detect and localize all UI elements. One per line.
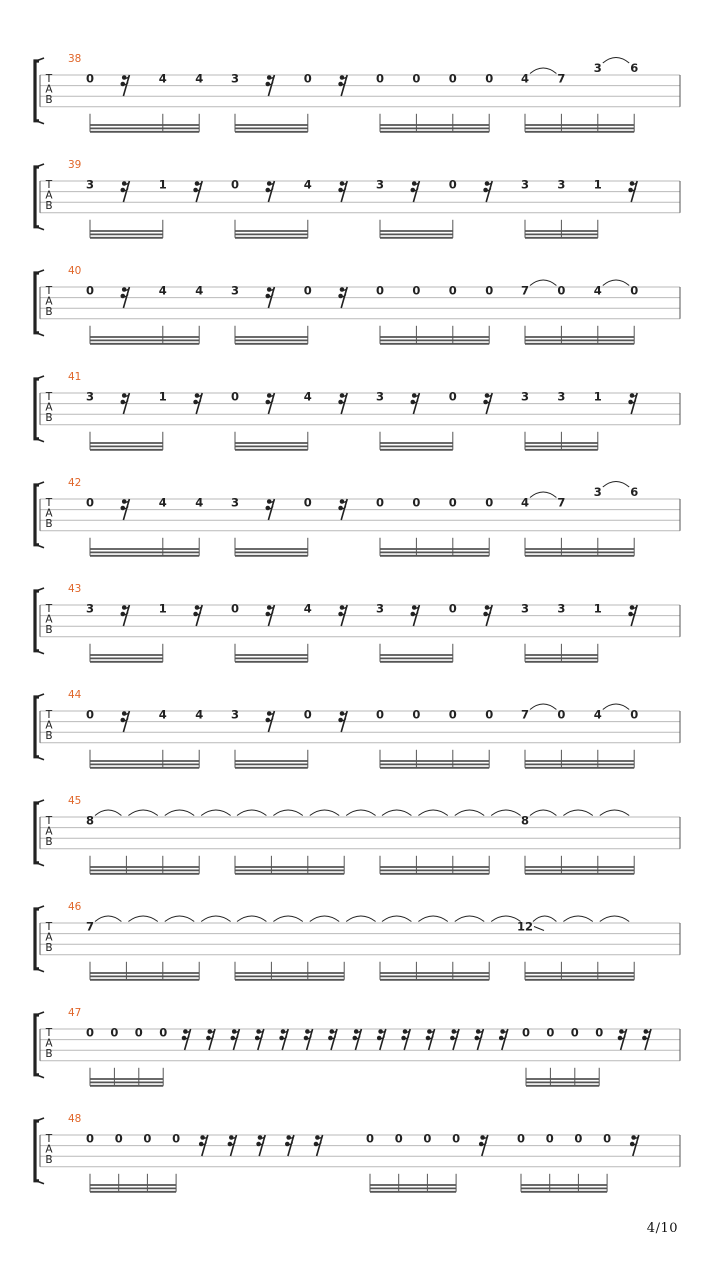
fret-number: 0 [516,1131,526,1146]
fret-number: 0 [85,1025,95,1040]
fret-number: 3 [520,389,530,404]
fret-number: 3 [230,71,240,86]
fret-number: 4 [158,71,167,86]
rest-flag-dot [412,181,417,186]
tie-arc [530,810,556,816]
measure-number: 40 [68,265,82,277]
fret-number: 0 [143,1131,152,1146]
rest-flag-dot [122,181,127,186]
measure-number: 42 [68,477,82,489]
fret-number: 3 [375,177,385,192]
fret-number: 4 [158,495,167,510]
tab-clef-letter: A [45,401,53,414]
system-bracket [35,1015,39,1075]
tab-clef-letter: B [45,942,53,955]
fret-number: 0 [365,1131,375,1146]
tie-arc [165,916,194,922]
fret-number: 0 [595,1025,604,1040]
system-bracket [35,379,39,439]
tie-arc [491,810,520,816]
fret-number: 0 [423,1131,432,1146]
rest-flag-dot [340,499,345,504]
tab-clef-letter: T [45,1133,53,1145]
tab-clef-letter: B [45,624,53,637]
tab-clef-letter: A [45,719,53,732]
rest-flag-dot [340,605,345,610]
rest-flag-dot [340,393,345,398]
rest-flag-dot [122,499,127,504]
fret-number: 0 [375,707,385,722]
system-bracket [35,591,39,651]
fret-number: 0 [545,1131,554,1146]
system-bracket [35,803,39,863]
rest-flag-dot [267,711,272,716]
fret-number: 0 [630,707,639,722]
fret-number: 3 [230,707,240,722]
fret-number: 7 [85,919,95,934]
fret-number: 0 [557,707,566,722]
fret-number: 0 [110,1025,119,1040]
tie-arc [600,810,629,816]
tab-clef-letter: B [45,306,53,319]
fret-number: 0 [574,1131,583,1146]
rest-flag-dot [122,75,127,80]
tie-arc [346,916,375,922]
fret-number: 0 [557,283,566,298]
tab-system-38 [35,53,680,132]
fret-number: 3 [520,601,530,616]
fret-number: 6 [630,61,639,75]
rest-flag-dot [412,605,417,610]
tie-arc [128,916,157,922]
tie-arc [530,492,556,498]
fret-number: 0 [485,707,494,722]
rest-flag-dot [122,711,127,716]
tie-arc [530,68,556,74]
fret-number: 4 [158,283,167,298]
tie-arc [418,916,447,922]
fret-number: 3 [557,601,566,616]
tab-clef-letter: T [45,603,53,615]
tab-system-40 [35,265,680,344]
rest-flag-dot [256,1029,261,1034]
tab-clef-letter: T [45,73,53,85]
fret-number: 12 [516,919,534,934]
rest-flag-dot [630,605,635,610]
tie-arc [237,916,266,922]
system-bracket [35,61,39,121]
fret-number: 3 [593,61,602,75]
tab-clef-letter: B [45,518,53,531]
tab-system-44 [35,689,680,768]
fret-number: 1 [593,177,602,192]
fret-number: 7 [520,707,530,722]
rest-flag-dot [195,605,200,610]
tie-arc [95,916,121,922]
rest-flag-dot [286,1135,291,1140]
fret-number: 0 [485,495,494,510]
slide-line [534,927,544,931]
fret-number: 0 [412,283,421,298]
rest-flag-dot [267,181,272,186]
rest-flag-dot [340,711,345,716]
tie-arc [346,810,375,816]
tie-arc [455,810,484,816]
fret-number: 0 [172,1131,181,1146]
fret-number: 3 [85,601,95,616]
fret-number: 0 [630,283,639,298]
tab-clef-letter: A [45,83,53,96]
tab-system-46 [35,901,680,980]
rest-flag-dot [427,1029,432,1034]
fret-number: 0 [230,601,240,616]
rest-flag-dot [305,1029,310,1034]
tab-clef-letter: T [45,1027,53,1039]
fret-number: 0 [546,1025,555,1040]
fret-number: 0 [375,495,385,510]
fret-number: 0 [303,283,312,298]
rest-flag-dot [619,1029,624,1034]
rest-flag-dot [267,75,272,80]
fret-number: 0 [448,177,457,192]
fret-number: 4 [195,495,204,510]
fret-number: 6 [630,485,639,499]
fret-number: 4 [195,707,204,722]
tab-system-45 [35,795,680,874]
tie-arc [95,810,121,816]
tab-system-43 [35,583,680,662]
tab-clef-letter: A [45,507,53,520]
tab-clef-letter: B [45,200,53,213]
fret-number: 0 [521,1025,531,1040]
rest-flag-dot [183,1029,188,1034]
fret-number: 4 [593,707,602,722]
rest-flag-dot [340,287,345,292]
fret-number: 0 [303,495,312,510]
tab-clef-letter: T [45,179,53,191]
fret-number: 4 [195,71,204,86]
fret-number: 1 [593,389,602,404]
tie-arc [201,810,230,816]
tab-clef-letter: A [45,295,53,308]
tab-clef-letter: A [45,931,53,944]
tab-clef-letter: A [45,825,53,838]
tab-clef-letter: B [45,836,53,849]
measure-number: 48 [68,1113,82,1125]
tie-arc [563,810,592,816]
tab-clef-letter: A [45,189,53,202]
fret-number: 0 [303,71,312,86]
fret-number: 3 [593,485,602,499]
fret-number: 4 [158,707,167,722]
tab-system-42 [35,477,680,556]
tie-arc [310,916,339,922]
system-bracket [35,167,39,227]
rest-flag-dot [122,605,127,610]
tie-arc [563,916,592,922]
fret-number: 0 [448,707,457,722]
fret-number: 0 [85,495,95,510]
system-bracket [35,697,39,757]
rest-flag-dot [229,1135,234,1140]
tie-arc [382,810,411,816]
rest-flag-dot [200,1135,205,1140]
rest-flag-dot [476,1029,481,1034]
fret-number: 1 [158,177,167,192]
fret-number: 3 [85,177,95,192]
measure-number: 38 [68,53,82,65]
tie-arc [530,280,556,286]
tie-arc [600,916,629,922]
fret-number: 4 [303,389,312,404]
tie-arc [533,916,556,922]
fret-number: 7 [557,71,566,86]
page-number: 4/10 [646,1221,678,1236]
tab-clef-letter: T [45,497,53,509]
fret-number: 0 [412,71,421,86]
fret-number: 3 [230,283,240,298]
rest-flag-dot [122,393,127,398]
rest-flag-dot [267,287,272,292]
system-bracket [35,485,39,545]
fret-number: 0 [603,1131,612,1146]
rest-flag-dot [267,499,272,504]
rest-flag-dot [403,1029,408,1034]
rest-flag-dot [354,1029,359,1034]
tab-clef-letter: B [45,1048,53,1061]
tab-system-47 [35,1007,680,1086]
system-bracket [35,909,39,969]
fret-number: 0 [412,495,421,510]
tie-arc [201,916,230,922]
tab-system-48 [35,1113,680,1192]
rest-flag-dot [452,1029,457,1034]
fret-number: 0 [134,1025,143,1040]
tie-arc [603,704,629,710]
rest-flag-dot [485,393,490,398]
fret-number: 0 [85,283,95,298]
tab-clef-letter: A [45,1037,53,1050]
fret-number: 1 [158,389,167,404]
tab-clef-letter: T [45,815,53,827]
tie-arc [165,810,194,816]
tie-arc [603,280,629,286]
tie-arc [273,916,302,922]
tie-arc [310,810,339,816]
tab-clef-letter: T [45,921,53,933]
fret-number: 0 [85,1131,95,1146]
tie-arc [273,810,302,816]
rest-flag-dot [330,1029,335,1034]
fret-number: 0 [570,1025,579,1040]
tab-system-41 [35,371,680,450]
fret-number: 0 [448,495,457,510]
fret-number: 0 [452,1131,461,1146]
measure-number: 47 [68,1007,82,1019]
fret-number: 0 [485,283,494,298]
rest-flag-dot [485,605,490,610]
fret-number: 3 [375,389,385,404]
rest-flag-dot [281,1029,286,1034]
tab-system-39 [35,159,680,238]
system-bracket [35,273,39,333]
rest-flag-dot [630,181,635,186]
measure-number: 45 [68,795,82,807]
system-bracket [35,1121,39,1181]
measure-number: 43 [68,583,82,595]
rest-flag-dot [195,181,200,186]
fret-number: 3 [230,495,240,510]
fret-number: 0 [303,707,312,722]
tab-clef-letter: B [45,94,53,107]
rest-flag-dot [258,1135,263,1140]
fret-number: 1 [158,601,167,616]
fret-number: 0 [230,177,240,192]
measure-number: 41 [68,371,82,383]
rest-flag-dot [480,1135,485,1140]
rest-flag-dot [195,393,200,398]
rest-flag-dot [500,1029,505,1034]
fret-number: 0 [394,1131,403,1146]
tab-clef-letter: B [45,1154,53,1167]
rest-flag-dot [340,181,345,186]
rest-flag-dot [267,393,272,398]
tie-arc [603,58,629,64]
tab-clef-letter: T [45,391,53,403]
fret-number: 4 [303,601,312,616]
rest-flag-dot [631,1135,636,1140]
fret-number: 0 [85,71,95,86]
rest-flag-dot [232,1029,237,1034]
fret-number: 0 [448,601,457,616]
fret-number: 8 [520,813,530,828]
fret-number: 0 [230,389,240,404]
fret-number: 3 [520,177,530,192]
fret-number: 4 [520,71,530,86]
fret-number: 0 [448,283,457,298]
fret-number: 0 [159,1025,168,1040]
rest-flag-dot [644,1029,649,1034]
tie-arc [128,810,157,816]
fret-number: 0 [448,389,457,404]
fret-number: 7 [520,283,530,298]
fret-number: 4 [195,283,204,298]
fret-number: 0 [114,1131,123,1146]
fret-number: 4 [520,495,530,510]
measure-number: 46 [68,901,82,913]
fret-number: 3 [375,601,385,616]
fret-number: 8 [85,813,95,828]
tie-arc [382,916,411,922]
fret-number: 0 [412,707,421,722]
fret-number: 3 [557,389,566,404]
tab-clef-letter: T [45,709,53,721]
tab-clef-letter: B [45,730,53,743]
fret-number: 7 [557,495,566,510]
fret-number: 4 [303,177,312,192]
fret-number: 1 [593,601,602,616]
tie-arc [418,810,447,816]
rest-flag-dot [485,181,490,186]
rest-flag-dot [208,1029,213,1034]
rest-flag-dot [315,1135,320,1140]
fret-number: 4 [593,283,602,298]
rest-flag-dot [378,1029,383,1034]
tie-arc [455,916,484,922]
tab-clef-letter: A [45,1143,53,1156]
rest-flag-dot [122,287,127,292]
measure-number: 39 [68,159,82,171]
measure-number: 44 [68,689,82,701]
tie-arc [237,810,266,816]
rest-flag-dot [267,605,272,610]
tab-clef-letter: A [45,613,53,626]
fret-number: 0 [448,71,457,86]
fret-number: 0 [375,283,385,298]
tab-clef-letter: T [45,285,53,297]
fret-number: 0 [375,71,385,86]
fret-number: 3 [85,389,95,404]
tie-arc [530,704,556,710]
rest-flag-dot [630,393,635,398]
fret-number: 0 [485,71,494,86]
tie-arc [603,482,629,488]
tab-clef-letter: B [45,412,53,425]
rest-flag-dot [340,75,345,80]
fret-number: 0 [85,707,95,722]
rest-flag-dot [412,393,417,398]
fret-number: 3 [557,177,566,192]
